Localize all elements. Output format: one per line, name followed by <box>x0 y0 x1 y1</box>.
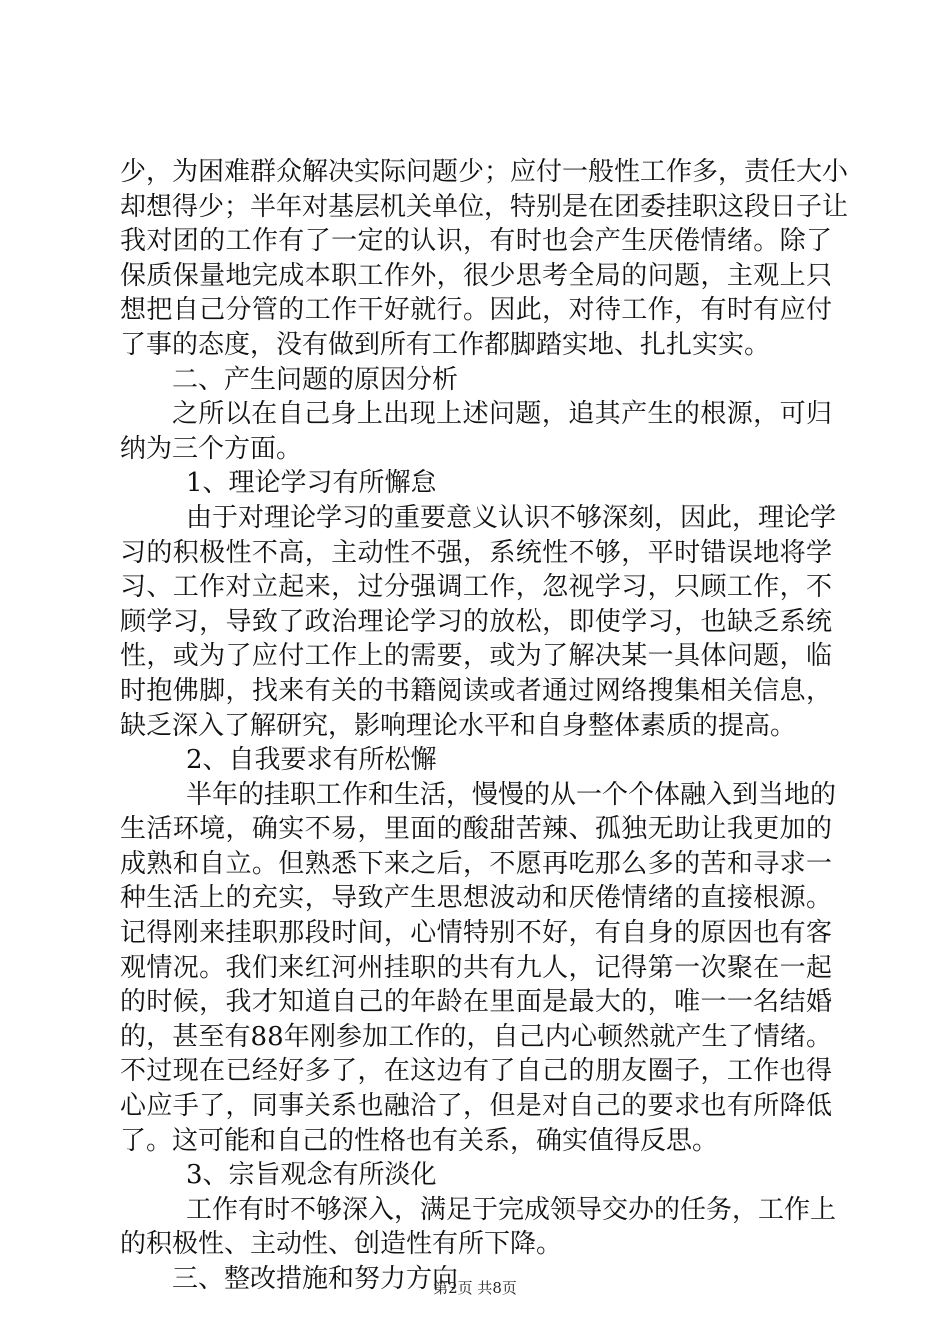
paragraph-line: 时抱佛脚，找来有关的书籍阅读或者通过网络搜集相关信息， <box>120 675 832 706</box>
paragraph-line: 了。这可能和自己的性格也有关系，确实值得反思。 <box>120 1125 719 1156</box>
paragraph-line: 我对团的工作有了一定的认识，有时也会产生厌倦情绪。除了 <box>120 226 832 257</box>
subsection-heading: 1、理论学习有所懈怠 <box>186 468 437 499</box>
paragraph-line: 缺乏深入了解研究，影响理论水平和自身整体素质的提高。 <box>120 710 797 741</box>
paragraph-line: 心应手了，同事关系也融洽了，但是对自己的要求也有所降低 <box>120 1091 832 1122</box>
paragraph-line: 性，或为了应付工作上的需要，或为了解决某一具体问题，临 <box>120 641 832 672</box>
paragraph-line: 不过现在已经好多了，在这边有了自己的朋友圈子，工作也得 <box>120 1056 832 1087</box>
paragraph-line: 记得刚来挂职那段时间，心情特别不好，有自身的原因也有客 <box>120 918 832 949</box>
section-heading: 三、整改措施和努力方向 <box>172 1264 459 1294</box>
paragraph-line: 纳为三个方面。 <box>120 433 303 464</box>
paragraph-line: 顾学习，导致了政治理论学习的放松，即使学习，也缺乏系统 <box>120 606 832 637</box>
paragraph-line: 生活环境，确实不易，里面的酸甜苦辣、孤独无助让我更加的 <box>120 814 832 845</box>
paragraph-line: 工作有时不够深入，满足于完成领导交办的任务，工作上 <box>186 1194 837 1225</box>
paragraph-line: 却想得少；半年对基层机关单位，特别是在团委挂职这段日子让 <box>120 191 849 222</box>
paragraph-line: 了事的态度，没有做到所有工作都脚踏实地、扎扎实实。 <box>120 329 771 360</box>
paragraph-line: 保质保量地完成本职工作外，很少思考全局的问题，主观上只 <box>120 260 832 291</box>
subsection-heading: 3、宗旨观念有所淡化 <box>186 1160 437 1191</box>
page-number-label: 第2页 共8页 <box>433 1279 517 1297</box>
paragraph-line: 成熟和自立。但熟悉下来之后，不愿再吃那么多的苦和寻求一 <box>120 848 832 879</box>
paragraph-line: 想把自己分管的工作干好就行。因此，对待工作，有时有应付 <box>120 295 832 326</box>
page-footer <box>0 1278 950 1298</box>
paragraph-line: 的时候，我才知道自己的年龄在里面是最大的，唯一一名结婚 <box>120 987 832 1018</box>
paragraph-line: 观情况。我们来红河州挂职的共有九人，记得第一次聚在一起 <box>120 952 832 983</box>
document-body <box>120 155 849 1297</box>
paragraph-line: 习、工作对立起来，过分强调工作，忽视学习，只顾工作，不 <box>120 572 832 603</box>
paragraph-line: 之所以在自己身上出现上述问题，追其产生的根源，可归 <box>172 399 832 430</box>
subsection-heading: 2、自我要求有所松懈 <box>186 745 437 776</box>
paragraph-line: 半年的挂职工作和生活，慢慢的从一个个体融入到当地的 <box>186 779 837 810</box>
paragraph-line: 少，为困难群众解决实际问题少；应付一般性工作多，责任大小 <box>120 157 849 187</box>
paragraph-line: 的，甚至有88年刚参加工作的，自己内心顿然就产生了情绪。 <box>120 1021 832 1052</box>
paragraph-line: 的积极性、主动性、创造性有所下降。 <box>120 1229 563 1260</box>
paragraph-line: 由于对理论学习的重要意义认识不够深刻，因此，理论学 <box>186 502 837 533</box>
paragraph-line: 习的积极性不高，主动性不强，系统性不够，平时错误地将学 <box>120 537 832 568</box>
section-heading: 二、产生问题的原因分析 <box>172 364 459 395</box>
paragraph-line: 种生活上的充实，导致产生思想波动和厌倦情绪的直接根源。 <box>120 883 832 914</box>
